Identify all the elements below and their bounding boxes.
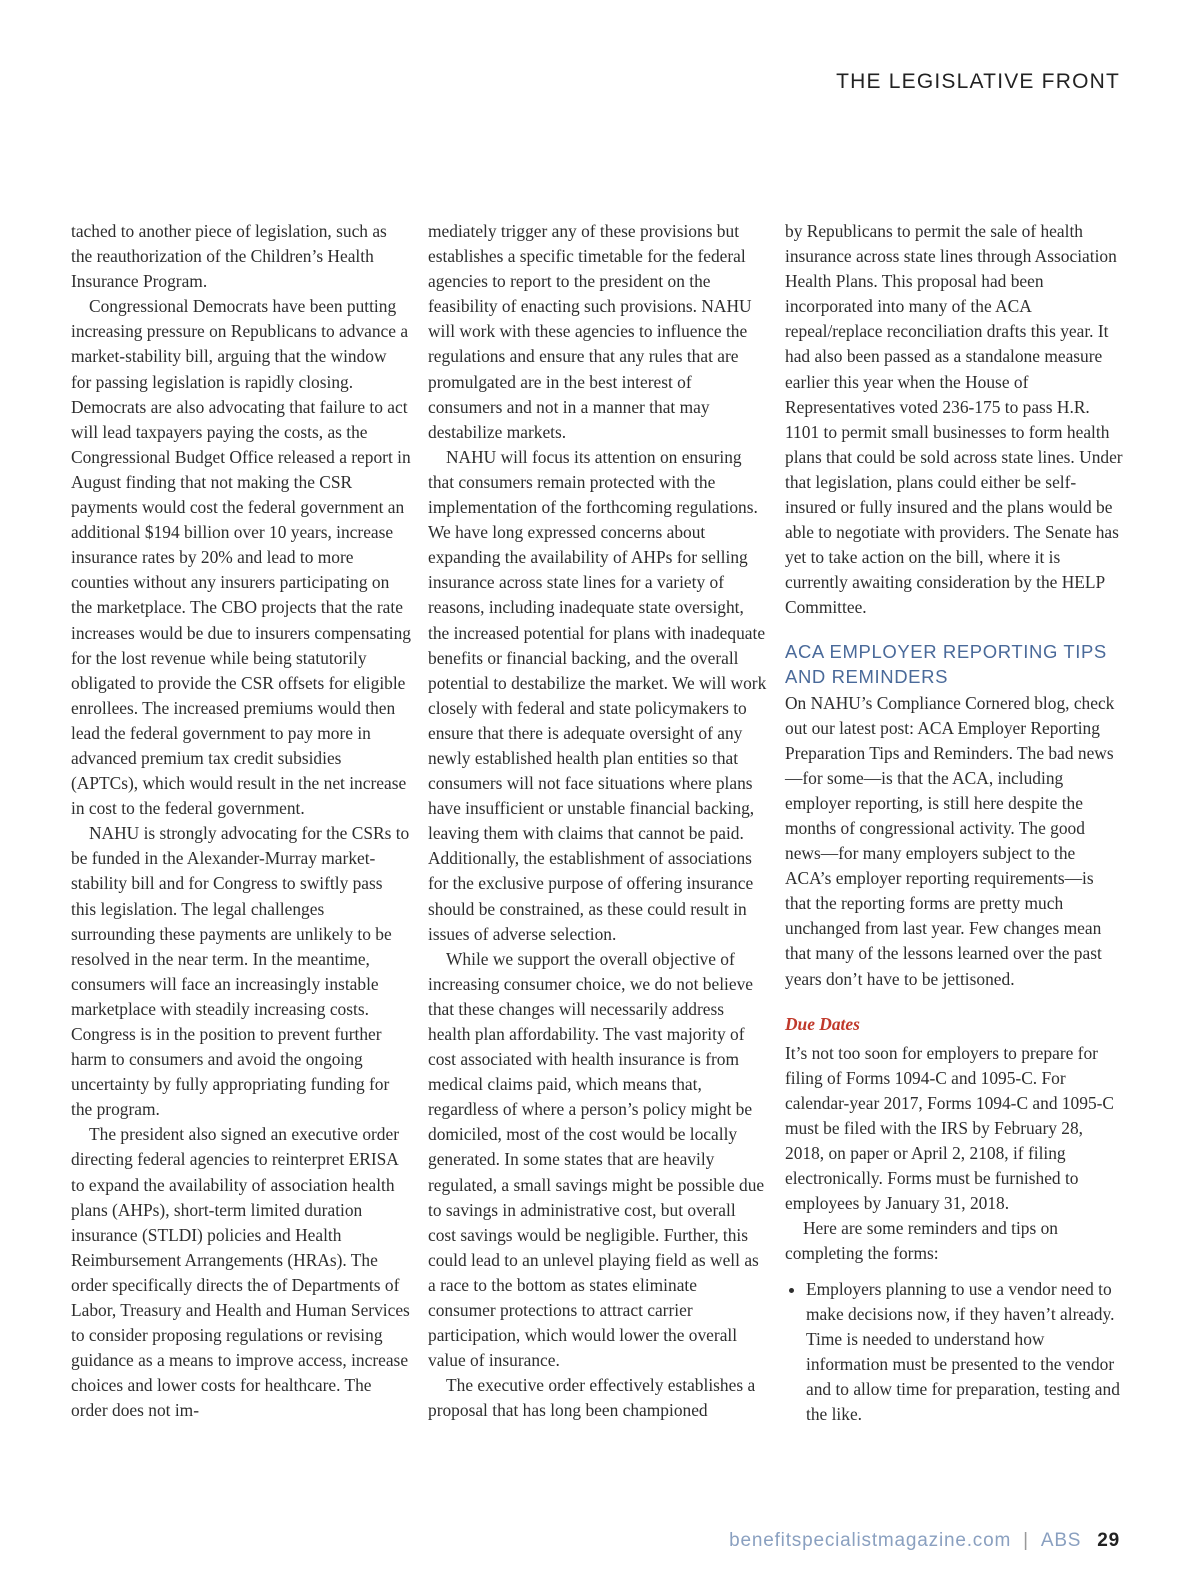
due-dates-heading: Due Dates — [785, 1013, 860, 1034]
paragraph: On NAHU’s Compliance Cornered blog, check out our latest post: ACA Employer Reporting Preparation Tips and Reminders. The bad news—for some—is that the ACA, including employer reporting, is still here despite the months of congressional activity. The good news—for many employers subject to the ACA’s employer reporting requirements—is that the reporting forms are pretty much unchanged from last year. Few changes mean that many of the lessons learned over the past years don’t have to be jettisoned. — [785, 692, 1115, 989]
paragraph: Congressional Democrats have been putting increasing pressure on Republicans to advance a market-stability bill, arguing that the window for passing legislation is rapidly closing. Democrats are also advocating that failure to act will lead taxpayers paying the costs, as the Congressional Budget Office released a report in August finding that not making the CSR payments would cost the federal government an additional $194 billion over 10 years, increase insurance rates by 20% and lead to more counties without any insurers participating on the marketplace. The CBO projects that the rate increases would be due to insurers compensating for the lost revenue while being statutorily obligated to provide the CSR offsets for eligible enrollees. The increased premiums would then lead the federal government to pay more in advanced premium tax credit subsidies (APTCs), which would result in the net increase in cost to the federal government. — [71, 296, 411, 819]
section-title: THE LEGISLATIVE FRONT — [836, 70, 1120, 93]
paragraph: mediately trigger any of these provisions but establishes a specific timetable for the federal agencies to report to the president on the feasibility of enacting such provisions. NAHU will work with these agencies to influence the regulations and ensure that any rules that are promulgated are in the best interest of consumers and not in a manner that may destabilize markets. — [428, 221, 752, 442]
article-column-2 — [428, 219, 768, 1424]
footer-separator: | — [1023, 1530, 1029, 1551]
paragraph: The president also signed an executive order directing federal agencies to reinterpret ERISA to expand the availability of association health plans (AHPs), short-term limited duration insurance (STLDI) policies and Health Reimbursement Arrangements (HRAs). The order specifically directs the of Departments of Labor, Treasury and Health and Human Services to consider proposing regulations or revising guidance as a means to improve access, increase choices and lower costs for healthcare. The order does not im- — [71, 1124, 410, 1421]
paragraph: NAHU will focus its attention on ensuring that consumers remain protected with the implementation of the forthcoming regulations. We have long expressed concerns about expanding the availability of AHPs for selling insurance across state lines for a variety of reasons, including inadequate state oversight, the increased potential for plans with inadequate benefits or financial backing, and the overall potential to destabilize the market. We will work closely with federal and state policymakers to ensure that there is adequate oversight of any newly established health plan entities so that consumers will not face situations where plans have insufficient or unstable financial backing, leaving them with claims that cannot be paid. Additionally, the establishment of associations for the exclusive purpose of offering insurance should be constrained, as these could result in issues of adverse selection. — [428, 446, 767, 944]
paragraph: It’s not too soon for employers to prepare for filing of Forms 1094-C and 1095-C. For calendar-year 2017, Forms 1094-C and 1095-C must be filed with the IRS by February 28, 2018, on paper or April 2, 2108, if filing electronically. Forms must be furnished to employees by January 31, 2018. — [785, 1042, 1115, 1214]
paragraph: by Republicans to permit the sale of health insurance across state lines through Association Health Plans. This proposal had been incorporated into many of the ACA repeal/replace reconciliation drafts this year. It had also been passed as a standalone measure earlier this year when the House of Representatives voted 236-175 to pass H.R. 1101 to permit small businesses to form health plans that could be sold across state lines. Under that legislation, plans could either be self-insured or fully insured and the plans would be able to negotiate with providers. The Senate has yet to take action on the bill, where it is currently awaiting consideration by the HELP Committee. — [785, 221, 1123, 618]
page-footer — [729, 1530, 1120, 1552]
paragraph: While we support the overall objective of increasing consumer choice, we do not believe that these changes will necessarily address health plan affordability. The vast majority of cost associated with health insurance is from medical claims paid, which means that, regardless of where a person’s policy might be domiciled, most of the cost would be locally generated. In some states that are heavily regulated, a small savings might be possible due to savings in administrative cost, but overall cost savings would be negligible. Further, this could lead to an unlevel playing field as well as a race to the bottom as states eliminate consumer protections to attract carrier participation, which would lower the overall value of insurance. — [428, 948, 765, 1371]
subheading: ACA EMPLOYER REPORTING TIPS AND REMINDERS — [785, 640, 1107, 687]
paragraph: NAHU is strongly advocating for the CSRs to be funded in the Alexander-Murray market-stability bill and for Congress to swiftly pass this legislation. The legal challenges surrounding these payments are unlikely to be resolved in the near term. In the meantime, consumers will face an increasingly instable marketplace with steadily increasing costs. Congress is in the position to prevent further harm to consumers and avoid the ongoing uncertainty by fully appropriating funding for the program. — [71, 823, 410, 1120]
page-number: 29 — [1097, 1530, 1120, 1551]
article-column-3 — [785, 219, 1123, 1427]
list-item: • Employers planning to use a vendor need to make decisions now, if they haven’t already. Time is needed to understand how information must be presented to the vendor and to allow time for preparation, testing and the like. — [806, 1277, 1123, 1428]
website-link[interactable]: benefitspecialistmagazine.com — [729, 1530, 1012, 1551]
paragraph: The executive order effectively establishes a proposal that has long been championed — [428, 1375, 756, 1421]
paragraph: Here are some reminders and tips on completing the forms: — [785, 1218, 1058, 1264]
publication-name: ABS — [1040, 1530, 1082, 1551]
tips-list — [785, 1277, 1123, 1428]
paragraph: tached to another piece of legislation, such as the reauthorization of the Children’s Health Insurance Program. — [71, 221, 387, 292]
article-column-1 — [71, 219, 411, 1424]
